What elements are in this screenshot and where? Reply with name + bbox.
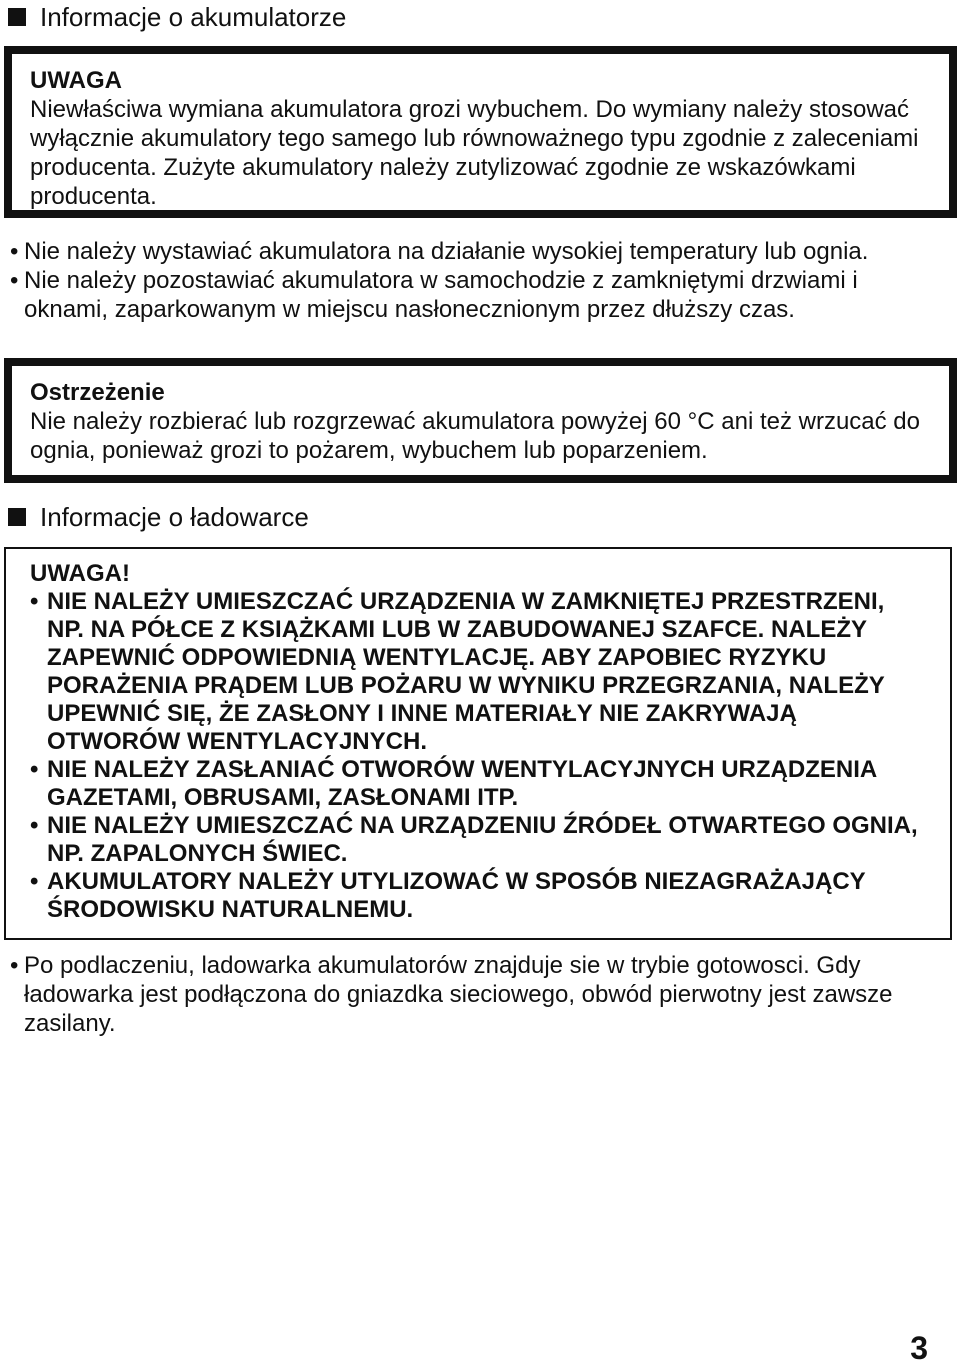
charger-warning-box xyxy=(4,547,952,940)
page-number: 3 xyxy=(910,1330,928,1366)
square-bullet-icon xyxy=(8,508,26,526)
battery-caution-box xyxy=(4,358,957,483)
list-item: • Nie należy pozostawiać akumulatora w samochodzie z zamkniętymi drzwiami i oknami, zaparkowanym w miejscu nasłonecznionym przez dłuższy czas. xyxy=(10,267,858,323)
bullet-dot-icon: • xyxy=(30,756,39,783)
bullet-dot-icon: • xyxy=(10,267,19,294)
battery-info-heading xyxy=(6,2,346,32)
battery-caution-title: Ostrzeżenie xyxy=(30,379,165,406)
charger-info-heading xyxy=(6,502,309,532)
list-item: • NIE NALEŻY UMIESZCZAĆ NA URZĄDZENIU ŹRÓDEŁ OTWARTEGO OGNIA, NP. ZAPALONYCH ŚWIEC. xyxy=(30,812,918,867)
bullet-dot-icon: • xyxy=(10,238,19,265)
square-bullet-icon xyxy=(8,8,26,26)
battery-warning-text: Niewłaściwa wymiana akumulatora grozi wybuchem. Do wymiany należy stosować wyłącznie akumulatory tego samego lub równoważnego typu zgodnie z zaleceniami producenta. Zużyte akumulatory należy zutylizować zgodnie ze wskazówkami producenta. xyxy=(30,96,919,210)
charger-warning-title: UWAGA! xyxy=(30,560,130,587)
battery-warning-title: UWAGA xyxy=(30,67,122,94)
list-item: • NIE NALEŻY ZASŁANIAĆ OTWORÓW WENTYLACYJNYCH URZĄDZENIA GAZETAMI, OBRUSAMI, ZASŁONAMI ITP. xyxy=(30,756,877,811)
battery-caution-text: Nie należy rozbierać lub rozgrzewać akumulatora powyżej 60 °C ani też wrzucać do ognia, ponieważ grozi to pożarem, wybuchem lub poparzeniem. xyxy=(30,408,921,464)
battery-warning-box xyxy=(4,46,957,218)
charger-note-text: Po podlaczeniu, ladowarka akumulatorów znajduje sie w trybie gotowosci. Gdy ładowarka jest podłączona do gniazdka sieciowego, obwód pierwotny jest zawsze zasilany. xyxy=(24,952,893,1037)
list-item: • Nie należy wystawiać akumulatora na działanie wysokiej temperatury lub ognia. xyxy=(10,238,869,265)
battery-info-heading-text: Informacje o akumulatorze xyxy=(40,2,347,32)
bullet-dot-icon: • xyxy=(10,952,19,979)
bullet-dot-icon: • xyxy=(30,868,39,895)
list-item xyxy=(8,951,948,1038)
charger-note-list xyxy=(8,951,948,1038)
bullet-dot-icon: • xyxy=(30,812,39,839)
bullet-dot-icon: • xyxy=(30,588,39,615)
charger-warning-list xyxy=(30,588,926,924)
list-item: • AKUMULATORY NALEŻY UTYLIZOWAĆ W SPOSÓB NIEZAGRAŻAJĄCY ŚRODOWISKU NATURALNEMU. xyxy=(30,868,866,923)
list-item: • NIE NALEŻY UMIESZCZAĆ URZĄDZENIA W ZAMKNIĘTEJ PRZESTRZENI, NP. NA PÓŁCE Z KSIĄŻKAMI LUB W ZABUDOWANEJ SZAFCE. NALEŻY ZAPEWNIĆ ODPOWIEDNIĄ WENTYLACJĘ. ABY ZAPOBIEC RYZYKU PORAŻENIA PRĄDEM LUB POŻARU W WYNIKU PRZEGRZANIA, NALEŻY UPEWNIĆ SIĘ, ŻE ZASŁONY I INNE MATERIAŁY NIE ZAKRYWAJĄ OTWORÓW WENTYLACYJNYCH. xyxy=(30,588,885,755)
charger-info-heading-text: Informacje o ładowarce xyxy=(40,502,309,532)
battery-bullet-list xyxy=(8,237,948,324)
